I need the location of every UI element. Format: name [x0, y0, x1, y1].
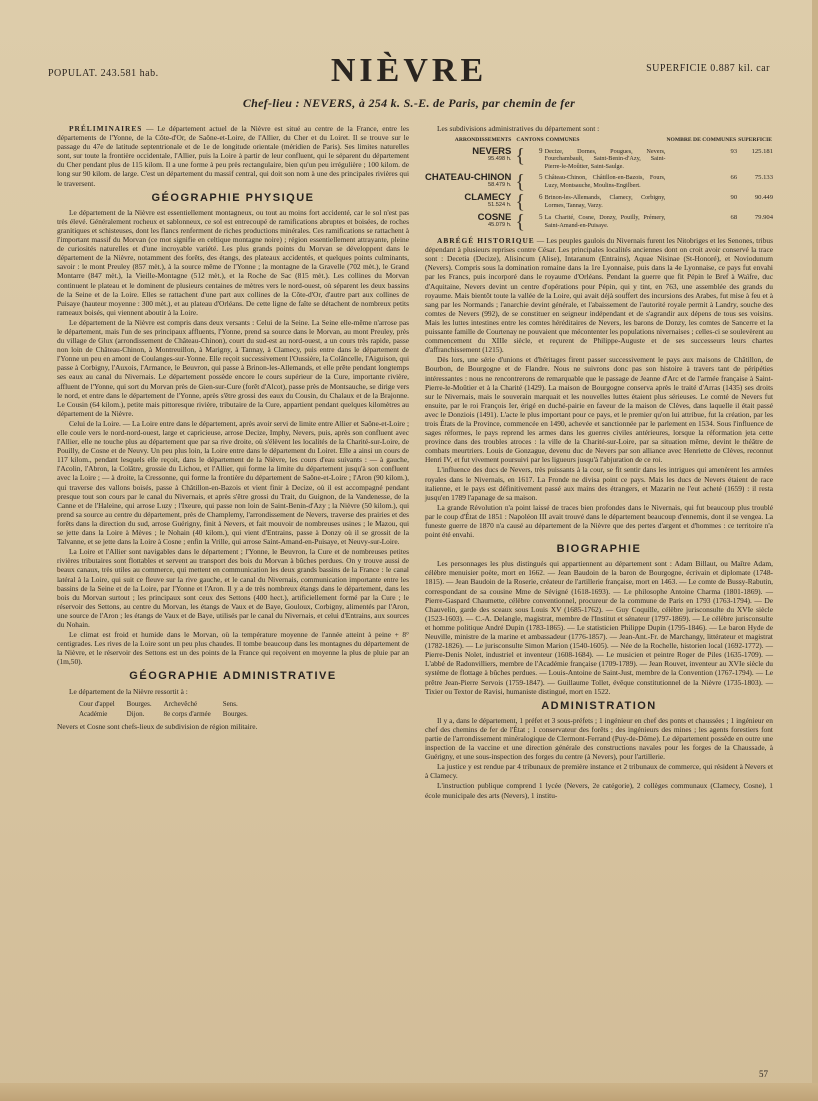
table-row — [425, 173, 773, 193]
header-cantons: CANTONS — [516, 137, 544, 144]
superficie-value: 75.133 — [754, 174, 773, 182]
superficie-label: SUPERFICIE 0.887 kil. car — [646, 63, 770, 74]
arrondissement-population: 51.524 h. — [488, 201, 512, 208]
right-column — [425, 124, 773, 801]
header-arrondissements: ARRONDISSEMENTS — [454, 137, 512, 144]
communes-count: 93 — [730, 147, 738, 155]
ressort-value: Bourges. — [126, 699, 152, 708]
arrondissement-cell — [425, 147, 515, 173]
page-bottom-edge — [0, 1083, 818, 1101]
arrondissement-cell — [425, 193, 515, 213]
subdivisions-intro: Les subdivisions administratives du département sont : — [437, 124, 600, 133]
brace-icon: { — [515, 211, 525, 234]
header-communes: COMMUNES — [545, 137, 580, 144]
cantons-list: Decize, Dornes, Pougues, Nevers, Fourchambault, Saint-Benin-d'Azy, Saint-Pierre-le-Moûtier, Saint-Saulge. — [544, 147, 666, 170]
left-column — [57, 124, 409, 733]
ressort-row — [79, 710, 258, 718]
superficie-value: 125.181 — [751, 147, 773, 155]
communes-count: 90 — [730, 194, 738, 202]
abrege-paragraph-3: L'influence des ducs de Nevers, très puissants à la cour, se fit sentir dans les intrigues qui amenèrent les armées royales dans le Nivernais, en 1617. La Fronde ne divisa point ce pays. Mais les ducs de Nevers étaient de race italienne, et le pays est définitivement passé aux mains des étrangers, et Mazarin ne l'eut acheté (1659) : il resta jusqu'en 1789 l'apanage de sa maison. — [425, 465, 773, 502]
arrondissement-name: CHATEAU-CHINON — [425, 172, 512, 184]
administration-paragraph-2: La justice y est rendue par 4 tribunaux de première instance et 2 tribunaux de commerce, qui résident à Nevers et à Clamecy. — [425, 762, 773, 781]
cantons-list: La Charité, Cosne, Donzy, Pouilly, Prémery, Saint-Amand-en-Puisaye. — [544, 214, 666, 229]
table-row — [425, 193, 773, 213]
arrondissement-name: CLAMECY — [464, 192, 512, 204]
arrondissement-name: NEVERS — [472, 145, 512, 157]
physique-paragraph-4: La Loire et l'Allier sont navigables dans le département ; l'Yonne, le Beuvron, la Cure et de nombreuses petites rivières tributaires sont flottables et servent au transport des bois du Morvan à bûches perdues. On y trouve aussi de beaux canaux, très utiles au commerce, qui mettent en communication les deux grands bassins de la France : le canal latéral à la Loire, qui suit ce fleuve sur la rive gauche, et le canal du Nivernais, communication importante entre les bassins de la Seine et de la Loire, par l'Yonne et l'Aron. Il y a de très nombreux étangs dans le département, dans les bois du Morvan surtout ; les principaux sont ceux des Settons (400 hect.), artificiellement formé par la Cure ; le réservoir des Settons, au centre du Morvan, les étangs de Vaux et de Baye, Gouloux, Corbigny, alimentés par l'Aron, une source de l'Aron ; les étangs de Vaux et de Baye, utilisés par le canal du Nivernais, et celui d'Entrains, aux sources du Nohain. — [57, 547, 409, 629]
cantons-count: 9 — [538, 146, 543, 155]
superficie-value: 79.904 — [754, 214, 773, 222]
page-number: 57 — [759, 1069, 768, 1079]
arrondissement-population: 45.079 h. — [488, 221, 512, 228]
department-title: NIÈVRE — [330, 52, 488, 89]
cantons-count: 5 — [538, 213, 543, 222]
physique-paragraph-1: Le département de la Nièvre est essentiellement montagneux, ou tout au moins fort accidenté, car le sol n'est pas très élevé. Généralement rocheux et sablonneux, ce sol est entrecoupé de ramifications abruptes et boisées, de roches granitiques et schisteuses, dont les flancs renferment de riches productions minérales. Ces ramifications se rattachent à l'important massif du Morvan (ce mot signifie en celtique montagne noire) ; région essentiellement attrayante, pleine de curiosités naturelles et d'une incroyable variété. Les plus grands points du Morvan se développent dans le département de la Nièvre, notamment des forêts, des étangs, des plateaux accidentés, et quelques points culminants, savoir : le mont Preuley (857 mèt.), à la source même de l'Yonne ; la montagne de la Gravelle (702 mèt.), le Grand Montarre (847 mèt.), la Vieille-Montagne (512 mèt.), et la Roche de Sac (815 mèt.). Les collines du Morvan continuent le plateau et le dominent de plusieurs centaines de mètres vers le nord-ouest, où séparent les deux bassins de la Seine et de la Loire. Elles se rattachent d'une part aux collines de la Côte-d'Or, d'autre part aux collines de Puisaye (hauteur moyenne : 300 mèt.), et au plateau d'Orléans. De cette ligne de faîte se détachent de nombreux petits rameaux boisés, qui viennent aboutir à la Loire. — [57, 207, 409, 317]
abrege-paragraph-4: La grande Révolution n'a point laissé de traces bien profondes dans le Nivernais, qui fut beaucoup plus troublé par le coup d'État de 1851 : Napoléon III avait trouvé dans le département beaucoup d'ennemis, dont il se vengea. La funeste guerre de 1870 n'a causé au département de la Nièvre que des pertes d'argent et d'hommes : ce territoire n'a point été envahi. — [425, 502, 773, 540]
ressort-label: Académie — [79, 710, 108, 719]
communes-count: 68 — [730, 214, 738, 222]
cantons-list: Brinon-les-Allemands, Clamecy, Corbigny, Lormes, Tannay, Varzy. — [544, 194, 666, 209]
header-superficie: SUPERFICIE — [738, 137, 772, 144]
preliminaires-text: — Le département actuel de la Nièvre est situé au centre de la France, entre les départements de l'Yonne, de la Côte-d'Or, de Saône-et-Loire, de l'Allier, du Cher et du Loiret. Il se trouve sur le passage du 47e de latitude septentrionale et de 1e de longitude orientale (méridien de Paris). Ses limites naturelles sont, sur toute la frontière occidentale, l'Allier, puis la Loire à partir de leur confluent, qui le séparent du département du Cher pendant plus de 115 kilom. Il a une forme à peu près rectangulaire, bien qu'un peu irrégulière ; 100 kilom. de long sur 90 kilom. de large. C'est un département du massif central, qui doit son nom à une des principales rivières qui le traversent. — [57, 124, 409, 188]
ressort-label: Archevêché — [163, 699, 198, 708]
arrondissement-population: 95.498 h. — [488, 155, 512, 162]
page-edge — [812, 0, 818, 1101]
administration-paragraph-1: Il y a, dans le département, 1 préfet et 3 sous-préfets ; 1 ingénieur en chef des ponts et chaussées ; 1 ingénieur en chef des chemins de fer de l'État ; 1 conservateur des forêts ; des ingénieurs des mines ; les agents forestiers font partie de l'arrondissement minéralogique de Clermont-Ferrand (Puy-de-Dôme). Le département possède en outre une inspection de la vaccine et une direction générale des constructions navales pour les forges de la Chaussade, à Guérigny, et une sous-inspection des forges du centre (à Nevers), pour l'artillerie. — [425, 715, 773, 762]
arrondissement-cell — [425, 173, 515, 193]
admin-intro: Le département de la Nièvre ressortit à : — [69, 686, 188, 696]
abrege-text: — Les peuples gaulois du Nivernais furent les Nitobriges et les Senones, tribus dépendant à plusieurs reprises contre César. Les principales localités anciennes dont on croit avoir conservé la trace sont : Decetia (Decize), Alisincum (Alise), Intaranum (Entrains), Aquae Nisinae (St-Honoré), et Noviodunum (Nevers). Compris sous la domination romaine dans la 1re Lyonnaise, puis dans la 4e Lyonnaise, ce pays fut envahi par les Francs, puis incorporé dans le royaume d'Orléans. Pendant la guerre que fit Pépin le Bref à Waïfre, duc d'Aquitaine, Nevers devint un centre d'opérations pour Pépin, qui y tint, en 763, une assemblée des grands du royaume. Mais bientôt toute la vallée de la Loire, qui avait déjà souffert des incursions des Arabes, fut mise à feu et à sang par les Normands ; l'anarchie devint générale, et l'abaissement de l'autorité royale permit à Landry, souche des comtes de Nevers (992), de se constituer en seigneur indépendant et de s'agrandir aux dépens de tous ses voisins. Mais les luttes intestines entre les comtes héréditaires de Nevers, les barons de Donzy, les comtes de Sancerre et la puissante famille de Courtenay ne pouvaient que mécontenter les populations nivernaises ; celles-ci se soulevèrent au commencement du XIIIe siècle, et reçurent de Philippe-Auguste et de ses successeurs leurs chartes d'affranchissement (1215). — [425, 236, 774, 355]
cantons-list: Château-Chinon, Châtillon-en-Bazois, Fours, Luzy, Montsauche, Moulins-Engilbert. — [544, 174, 666, 189]
superficie-value: 90.449 — [754, 194, 773, 202]
communes-count: 66 — [730, 174, 738, 182]
chef-lieu-subtitle: Chef-lieu : NEVERS, à 254 k. S.-E. de Paris, par chemin de fer — [242, 96, 576, 110]
physique-paragraph-5: Le climat est froid et humide dans le Morvan, où la température moyenne de l'année atteint à peine + 8° centigrades. Les rives de la Loire sont un peu plus chaudes. Il tombe beaucoup dans les montagnes du département de la Nièvre, et le réservoir des Settons est un des points de la France qui reçoivent en moyenne la plus de pluie par an (1m,50). — [57, 630, 409, 667]
cantons-count: 6 — [538, 193, 543, 202]
heading-biographie: BIOGRAPHIE — [556, 543, 642, 556]
brace-icon: { — [515, 171, 525, 194]
arrondissements-table — [425, 136, 773, 233]
heading-geographie-physique: GÉOGRAPHIE PHYSIQUE — [151, 191, 315, 204]
heading-geographie-administrative: GÉOGRAPHIE ADMINISTRATIVE — [129, 670, 337, 683]
cantons-count: 5 — [538, 173, 543, 182]
brace-icon: { — [515, 144, 525, 167]
ressort-label: 8e corps d'armée — [163, 710, 211, 719]
physique-paragraph-2: Le département de la Nièvre est compris dans deux versants : Celui de la Seine. La Seine elle-même n'arrose pas le département, mais l'un de ses principaux affluents, l'Yonne, prend sa source dans le Morvan, au mont Preuley, près du village de Glux (arrondissement de Château-Chinon), court du sud-est au nord-ouest, a un cours très rapide, passe non loin de Château-Chinon, à Montreuillon, à Marigny, à Tannay, à Clamecy, puis entre dans le département de l'Yonne un peu en amont de Coulanges-sur-Yonne. Elle reçoit successivement l'Oussière, la Colâncelle, l'Aiguison, qui passe à Corbigny, l'Auxois, l'Armance, le Beuvron, qui passe à Brinon-les-Allemands, et elle prête pendant longtemps ses eaux au canal du Nivernais. Le département possède encore le cours supérieur de la Cure, importante rivière, affluent de l'Yonne, qui sort du Morvan près de Gien-sur-Cure (forêt d'Alcot), passe près de Montsauche, se dirige vers le nord, et entre dans le département de l'Yonne, après s'être grossi des eaux du Cousin, du Chalaux et de la Brajonne. Le Cousin (64 kilom.), petite mais pittoresque rivière, tributaire de la Cure, appartient pendant quelques kilomètres au département de la Nièvre. — [57, 317, 409, 418]
administration-paragraph-3: L'instruction publique comprend 1 lycée (Nevers, 2e catégorie), 2 collèges communaux (Clamecy, Cosne), 1 école municipale des arts (Nevers), 1 institu- — [425, 781, 773, 800]
table-row — [425, 213, 773, 233]
ressort-value: Dijon. — [126, 710, 145, 719]
arrondissement-population: 58.479 h. — [488, 181, 512, 188]
ressort-row — [79, 700, 258, 708]
ressort-value: Sens. — [222, 699, 238, 708]
header-nombre: NOMBRE DE COMMUNES — [666, 137, 737, 144]
admin-note: Nevers et Cosne sont chefs-lieux de subdivision de région militaire. — [57, 722, 258, 732]
ressort-table — [77, 698, 260, 721]
abrege-paragraph-2: Dès lors, une série d'unions et d'héritages firent passer successivement le pays aux maisons de Châtillon, de Bourbon, de Bourgogne et de Flandre. Nous ne suivrons donc pas son histoire à travers tant de péripéties intéressantes : nous ne rencontrerons de remarquable que le passage de Jeanne d'Arc et de l'armée française à Saint-Pierre-le-Moûtier et à la Charité (1429). La maison de Bourgogne conserva après le traité d'Arras (1435) ses droits sur le Nivernais, mais le souverain marquait et les nouvelles luttes étaient plus sérieuses. Le comté de Nevers fut ensuite, par le roi François Ier, érigé en duché-pairie en faveur de la maison de Clèves, dans laquelle il était passé avec le Donziois (1491). L'acte le plus important pour ce pays, et le premier qu'on lui attribue, fut la création, par les trois États de la Province, commencée en 1490, achevée et sanctionnée par le parlement en 1534. Sous l'influence de sages réformes, le pays reprend les armes dans les guerres civiles antérieures, lorsque la réformation jeta cette province dans des troubles atroces : la ville de la Charité-sur-Loire, par sa situation même, devint le théâtre de combats meurtriers. Louis de Gonzague, devenu duc de Nevers par son alliance avec Henriette de Clèves, reconnut Henri IV, et fut vivement poursuivi par les ligueurs jusqu'à l'abjuration de ce roi. — [425, 355, 773, 465]
preliminaires-lead: PRÉLIMINAIRES — [69, 124, 143, 133]
arrondissement-name: COSNE — [477, 212, 512, 224]
abrege-lead: ABRÉGÉ HISTORIQUE — [437, 236, 535, 246]
arrondissement-cell — [425, 213, 515, 233]
abrege-paragraph-1 — [425, 236, 773, 354]
ressort-label: Cour d'appel — [79, 699, 115, 708]
ressort-value: Bourges. — [222, 710, 248, 719]
population-label: POPULAT. 243.581 hab. — [48, 68, 159, 79]
brace-icon: { — [515, 191, 525, 214]
biographie-paragraph: Les personnages les plus distingués qui appartiennent au département sont : Adam Billaut, ou Maître Adam, célèbre menuisier poète, mort en 1662. — Jean Baudoin de la baron de Bourgogne, écrivain et diplomate (1748-1815). — Jean Baudoin de la Roserie, créateur de l'artillerie française, mort en 1463. — Le comte de Bussy-Rabutin, correspondant de sa cousine Mme de Sévigné (1618-1693). — Le philosophe Antoine Charma (1801-1869). — Pierre-Gaspard Chaumette, célèbre conventionnel, procureur de la commune de Paris en 1793 (1763-1794). — De Chauvelin, garde des sceaux sous Louis XV (1685-1762). — Guy Coquille, célèbre jurisconsulte du XVIe siècle (1523-1603). — C.-A. Delangle, magistrat, membre de l'Institut et sénateur (1797-1869). — Le célèbre jurisconsulte et homme politique André Dupin (1783-1865). — Le statisticien Philippe Dupin (1795-1846). — Le baron Hyde de Neuville, ministre de la marine et ambassadeur (1776-1857). — Jean-Ant.-Fr. de Marchangy, littérateur et magistrat (1782-1826). — Le jurisconsulte Simon Marion (1540-1605). — Née de la Rochelle, historien local (1692-1772). — Pierre-Denis Nolet, industriel et inventeur (1608-1684). — Le musicien et peintre Roger de Piles (1635-1709). — L'abbé de Radonvilliers, membre de l'Académie française (1709-1789). — Jean Rouvet, inventeur au XVIe siècle du système de flottage à bûches perdues. — Louis-Antoine de Saint-Just, membre de la Convention (1767-1794). — Le prêtre Jean-Pierre Servois (1759-1847). — Guillaume Tollet, évêque constitutionnel de la Nièvre (1735-1803). — Tixier ou Textor de Ravisi, humaniste distingué, mort en 1522. — [425, 559, 773, 696]
table-row — [425, 147, 773, 173]
heading-administration: ADMINISTRATION — [541, 699, 657, 712]
physique-paragraph-3: Celui de la Loire. — La Loire entre dans le département, après avoir servi de limite entre Allier et Saône-et-Loire ; elle coule vers le nord-nord-ouest, large et capricieuse, arrose Decize, Imphy, Nevers, puis, après son confluent avec l'Allier, elle ne touche plus au département que par sa rive droite, où s'élèvent les localités de la Charité-sur-Loire, de Pouilly, de Cosne et de Neuvy. Un peu plus loin, la Loire entre dans le département du Loiret. Elle a ainsi un cours de 117 kilom., pendant lesquels elle reçoit, dans le département de la Nièvre, les cours d'eau suivants : — à gauche, l'Acolin, l'Abron, la Colâtre, grossie du Lichou, et l'Allier, qui forme la limite du département jusqu'à son confluent avec la Loire ; — à droite, la Cressonne, qui forme la frontière du département de Saône-et-Loire ; l'Aron (90 kilom.), qui traverse des vallons boisés, passe à Châtillon-en-Bazois et vient finir à Decize, où il est accompagné pendant presque tout son cours par le canal du Nivernais, et après s'être grossi du Trait, du Guignon, de la Vandenesse, de la Canne et de l'Haleine, qui arrose Luzy ; l'Ixeure, qui passe non loin de Saint-Benin-d'Azy ; la Nièvre (50 kilom.), qui prend sa source au centre du département, près de Champlemy, l'arrondissement de Nevers, traverse des prairies et des forêts dans la direction du sud, arrose Guérigny, finit à Nevers, et fait mouvoir de nombreuses usines ; le Mazou, qui se jette dans la Loire à Mèves ; le Nohain (40 kilom.), qui vient d'Entrains, passe à Donzy où il se grossit de la Talvanne, et se jette dans la Loire à Cosne ; enfin la Vrille, qui arrose Saint-Amand-en-Puisaye, et Neuvy-sur-Loire. — [57, 418, 409, 547]
preliminaires-paragraph — [57, 124, 409, 188]
